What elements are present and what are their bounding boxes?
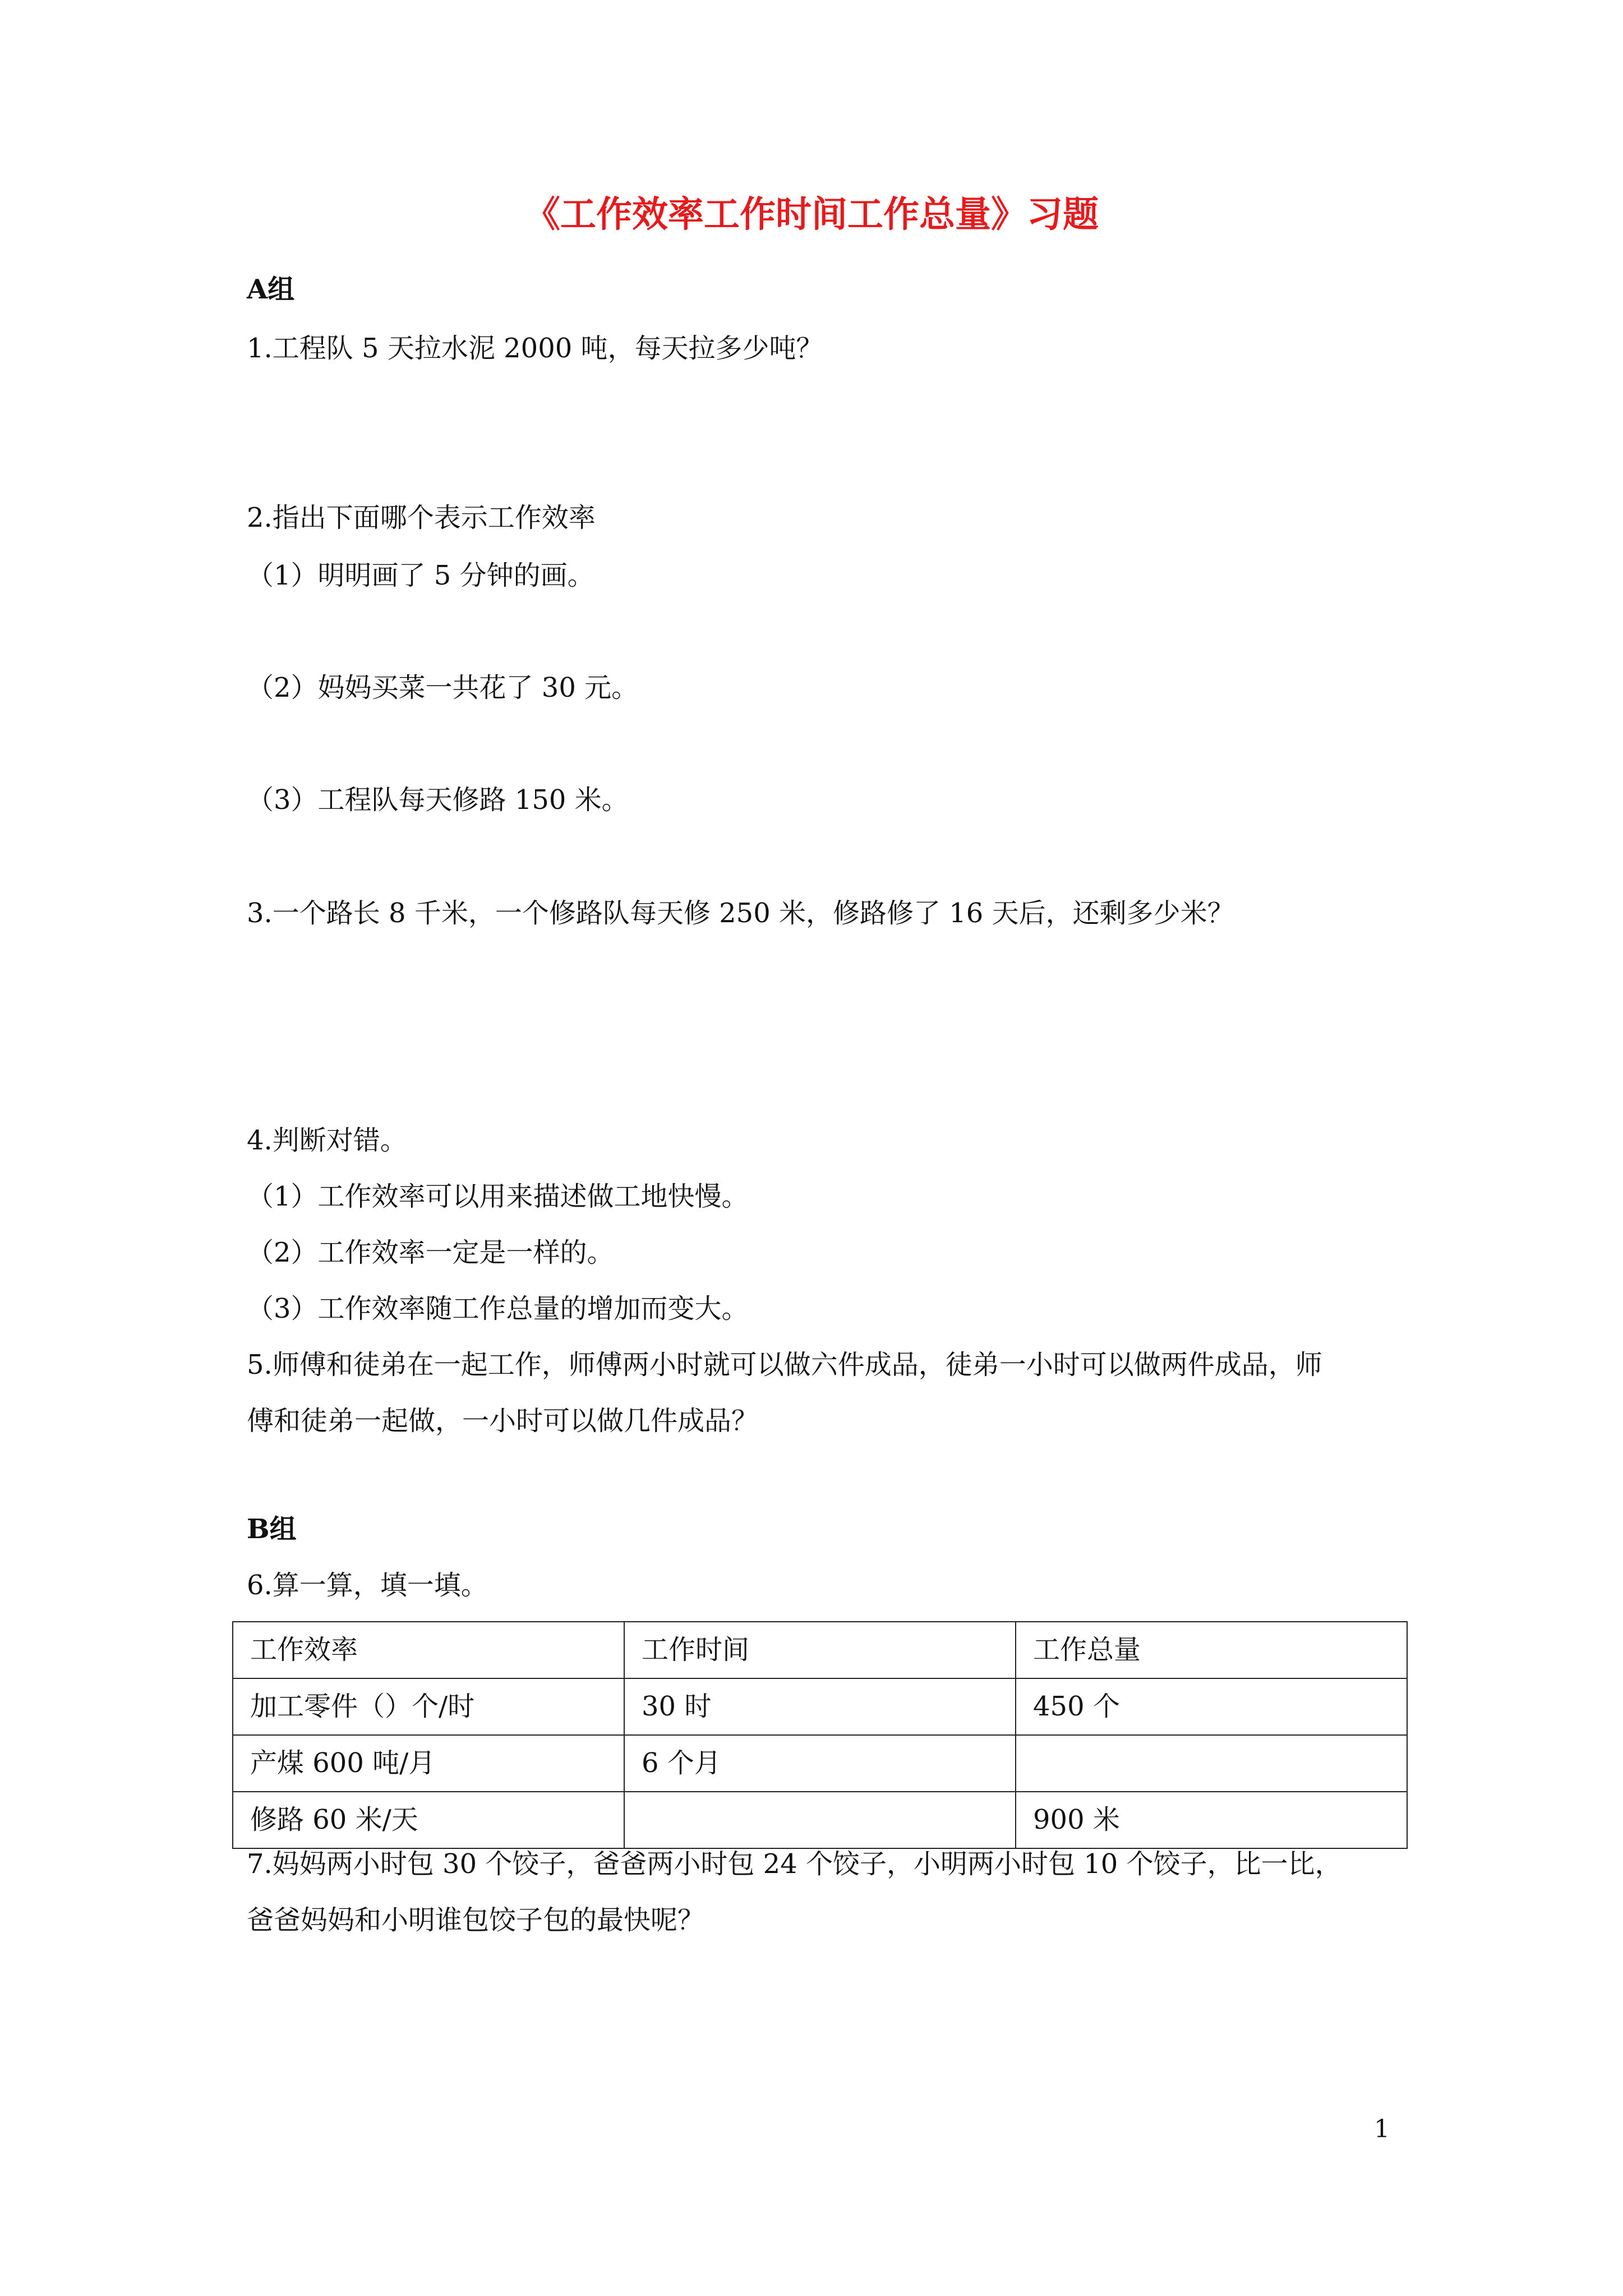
table-cell [1016,1735,1407,1792]
table-cell: 450 个 [1016,1678,1407,1735]
question-6: 6.算一算，填一填。 [247,1570,488,1601]
table-cell: 加工零件（）个/时 [233,1678,624,1735]
question-5-line-1: 5.师傅和徒弟在一起工作，师傅两小时就可以做六件成品，徒弟一小时可以做两件成品，师 [247,1349,1322,1381]
table-cell: 产煤 600 吨/月 [233,1735,624,1792]
question-7-line-2: 爸爸妈妈和小明谁包饺子包的最快呢？ [247,1904,705,1936]
question-4-item-1: （1）工作效率可以用来描述做工地快慢。 [247,1181,749,1212]
table-header-cell: 工作总量 [1016,1622,1407,1678]
question-4-item-2: （2）工作效率一定是一样的。 [247,1237,614,1268]
table-cell [624,1792,1016,1848]
table-header-cell: 工作时间 [624,1622,1016,1678]
question-3: 3.一个路长 8 千米，一个修路队每天修 250 米，修路修了 16 天后，还剩多少米？ [247,898,1234,929]
question-1: 1.工程队 5 天拉水泥 2000 吨，每天拉多少吨？ [247,333,823,364]
question-2-item-2: （2）妈妈买菜一共花了 30 元。 [247,672,639,703]
work-table [232,1621,1408,1849]
table-cell: 900 米 [1016,1792,1407,1848]
question-4: 4.判断对错。 [247,1125,407,1156]
question-5-line-2: 傅和徒弟一起做，一小时可以做几件成品？ [247,1405,759,1437]
question-7-line-1: 7.妈妈两小时包 30 个饺子，爸爸两小时包 24 个饺子，小明两小时包 10 个饺子，比一比， [247,1848,1342,1880]
table-cell: 修路 60 米/天 [233,1792,624,1848]
table-header-cell: 工作效率 [233,1622,624,1678]
table-cell: 6 个月 [624,1735,1016,1792]
table-row [233,1678,1407,1735]
table-header-row [233,1622,1407,1678]
page-title: 《工作效率工作时间工作总量》习题 [524,194,1099,236]
page-number: 1 [1374,2115,1390,2143]
table-row [233,1735,1407,1792]
group-b-label: B组 [247,1513,297,1545]
group-a-label: A组 [247,274,295,305]
table-cell: 30 时 [624,1678,1016,1735]
question-2: 2.指出下面哪个表示工作效率 [247,502,596,533]
question-4-item-3: （3）工作效率随工作总量的增加而变大。 [247,1293,749,1324]
question-2-item-3: （3）工程队每天修路 150 米。 [247,784,629,816]
question-2-item-1: （1）明明画了 5 分钟的画。 [247,560,594,591]
table-row [233,1792,1407,1848]
